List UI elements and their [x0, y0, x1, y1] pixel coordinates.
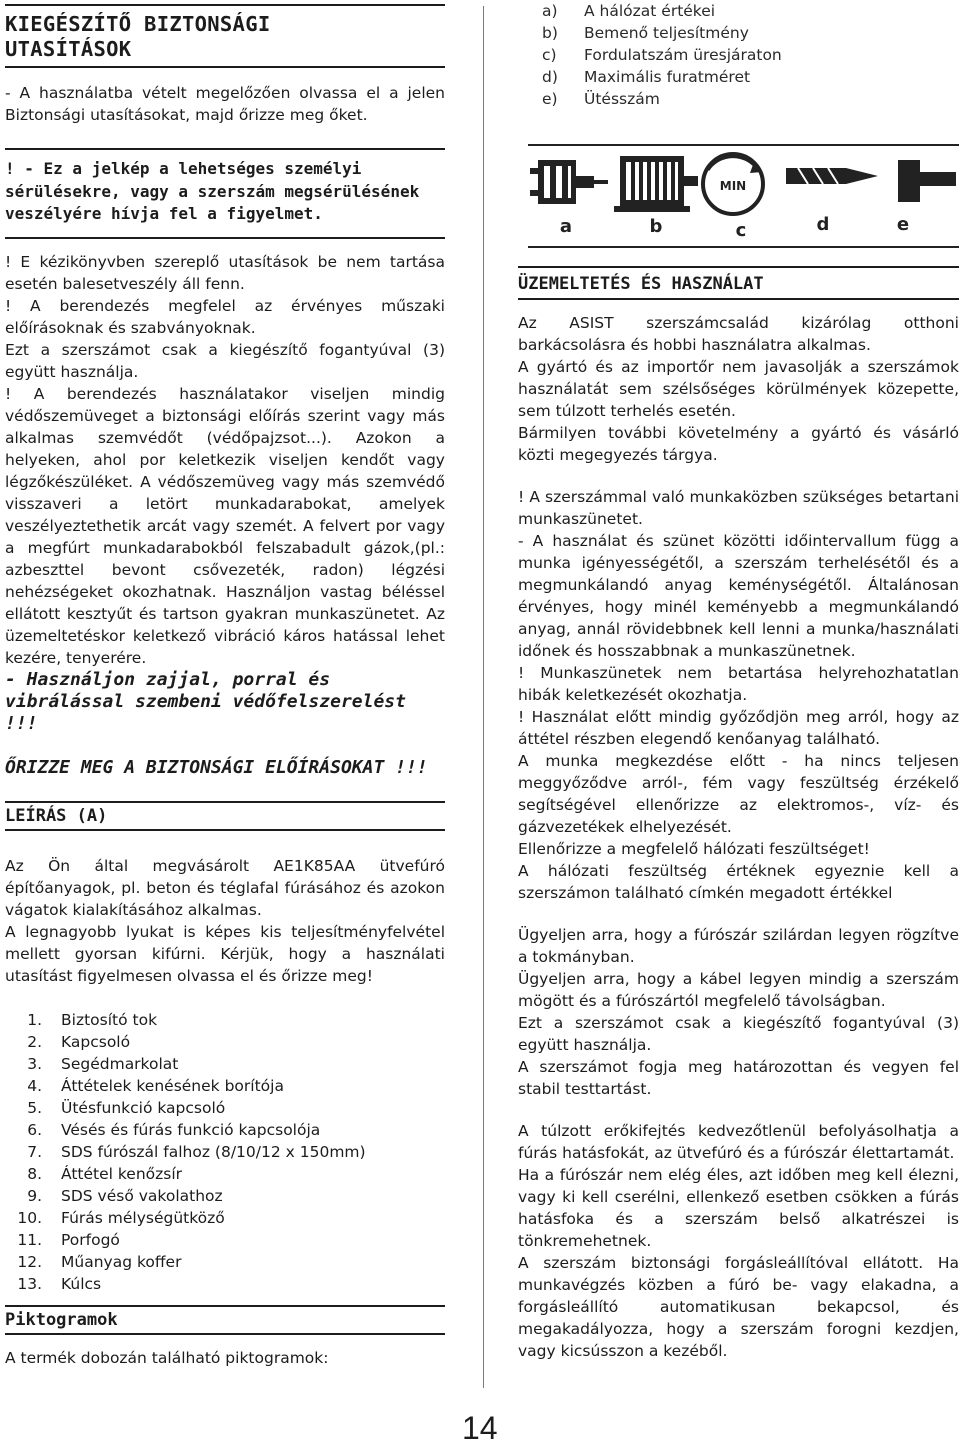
right-column	[518, 0, 959, 110]
operation-paragraph: Az ASIST szerszámcsalád kizárólag otthoni barkácsolásra és hobbi használatra alkalmas.	[518, 314, 959, 354]
operation-paragraph: Ügyeljen arra, hogy a kábel legyen mindig a szerszám mögött és a fúrószártól megfelelő távolságban.	[518, 970, 959, 1010]
operation-paragraph: A munka megkezdése előtt - ha nincs teljesen meggyőződve arról-, fém vagy feszültség érzékelő segítségével ellenőrizze az elektromos-, víz- és gázvezetékek elhelyezését.	[518, 752, 959, 836]
picto-letter-a: a	[559, 216, 573, 237]
rpm-dial-icon	[703, 154, 763, 214]
picto-letter-c: c	[735, 220, 747, 241]
protective-gear-warning: - Használjon zajjal, porral és vibrálással szembeni védőfelszerelést !!!	[5, 668, 406, 734]
list-item: 11. Porfogó	[17, 1230, 120, 1249]
description-text: Az Ön által megvásárolt AE1K85AA ütvefúró építőanyagok, pl. beton és téglafal fúrásához és azokon vágatok kialakításához alkalmas.	[5, 856, 445, 919]
operation-paragraph: A hálózati feszültség értéknek egyeznie kell a szerszámon található címkén megadott értékkel	[518, 862, 959, 902]
picto-letter-b: b	[649, 216, 663, 237]
pictogram-legend	[518, 0, 959, 110]
list-item: 12. Műanyag koffer	[17, 1252, 182, 1271]
list-item: e) Ütésszám	[542, 90, 660, 108]
list-item: b) Bemenő teljesítmény	[542, 24, 749, 42]
pictograms-title: Piktogramok	[5, 1309, 118, 1330]
safety-title-box	[5, 4, 445, 68]
picto-letter-e: e	[896, 214, 910, 235]
safety-paragraph: ! E kézikönyvben szereplő utasítások be nem tartása esetén balesetveszély áll fenn.	[5, 252, 445, 293]
operation-paragraph: ! A szerszámmal való munkaközben szükséges betartani munkaszünetet.	[518, 488, 959, 528]
picto-min-label: MIN	[719, 179, 747, 193]
safety-paragraph: ! A berendezés megfelel az érvényes műszaki előírásoknak és szabványoknak.	[5, 296, 445, 337]
list-item: 9. SDS véső vakolathoz	[27, 1186, 223, 1205]
plug-icon	[530, 160, 608, 204]
operation-paragraph: A gyártó és az importőr nem javasolják a szerszámok használatát sem szélsőséges körülmények közepette, sem túlzott terhelés esetén.	[518, 358, 959, 420]
motor-icon	[614, 156, 698, 212]
description-title: LEÍRÁS (A)	[5, 805, 108, 826]
operation-paragraph: Ellenőrizze a megfelelő hálózati feszültséget!	[518, 840, 870, 858]
operation-paragraph: A szerszám biztonsági forgásleállítóval ellátott. Ha munkavégzés közben a fúró be- vagy elakadna, a forgásleállító automatikusan bekapcsol, és megakadályozza, hogy a szerszám forogni kezdjen, vagy kicsússzon a kezéből.	[518, 1254, 959, 1360]
list-item: 6. Vésés és fúrás funkció kapcsolója	[27, 1120, 321, 1139]
list-item: 1. Biztosító tok	[27, 1010, 158, 1029]
operation-paragraph: Bármilyen további követelmény a gyártó és vásárló közti megegyezés tárgya.	[518, 424, 959, 464]
list-item: a) A hálózat értékei	[542, 2, 716, 20]
parts-list	[5, 1009, 445, 1295]
safety-intro: - A használatba vételt megelőzően olvassa el a jelen Biztonsági utasításokat, majd őrizze meg őket.	[5, 84, 445, 124]
list-item: 5. Ütésfunkció kapcsoló	[27, 1098, 226, 1117]
drill-bit-icon	[786, 168, 878, 184]
operation-paragraph: Ügyeljen arra, hogy a fúrószár szilárdan legyen rögzítve a tokmányban.	[518, 926, 959, 966]
pictogram-strip	[528, 144, 959, 248]
operation-paragraph: ! Használat előtt mindig győződjön meg arról, hogy az áttétel részben elegendő kenőanyag található.	[518, 708, 959, 748]
list-item: 10. Fúrás mélységütköző	[17, 1208, 225, 1227]
operation-paragraph: - A használat és szünet közötti időintervallum függ a munka igényességétől, a szerszám terhelésétől és a megmunkálandó anyag keménységétől. Általánosan érvényes, hogy minél keményebb a megmunkálandó anyag, annál rövidebbnek kell lenni a munka/használati időnek és hosszabbnak a munkaszünetnek.	[518, 532, 959, 660]
description-title-box	[5, 801, 445, 831]
left-column	[5, 0, 445, 1369]
pictogram-figure	[528, 146, 959, 242]
list-item: c) Fordulatszám üresjáraton	[542, 46, 782, 64]
safety-paragraph: ! A berendezés használatakor viseljen mindig védőszemüveget a biztonsági előírás szerint vagy más alkalmas szemvédőt (védőpajzsot...). Azokon a helyeken, ahol por keletkezik viseljen kendőt vagy légzőkészüléket. A védőszemüveg vagy más szemvédő visszaveri a letört munkadarabokat, amelyek veszélyeztethetik arcát vagy szemét. A felvert por vagy a megfúrt munkadarabokból felszabadult gázok,(pl.: azbeszttel bevont csővezeték, radon) légzési nehézségeket okozhatnak. Használjon vastag béléssel ellátott kesztyűt és tartson gyakran munkaszünetet. Az üzemeltetéskor keletkező vibráció káros hatással lehet kezére, tenyerére.	[5, 384, 445, 667]
operation-paragraph: A túlzott erőkifejtés kedvezőtlenül befolyásolhatja a fúrás hatásfokát, az ütvefúró és a fúrószár élettartamát.	[518, 1122, 959, 1162]
list-item: 8. Áttétel kenőzsír	[27, 1164, 183, 1183]
column-divider	[483, 6, 484, 1388]
operation-title-box	[518, 266, 959, 300]
warning-symbol-note: ! - Ez a jelkép a lehetséges személyi sérülésekre, vagy a szerszám megsérülésének veszélyére hívja fel a figyelmet.	[5, 159, 420, 223]
page-number: 14	[462, 1410, 498, 1446]
pictograms-text: A termék dobozán található piktogramok:	[5, 1348, 329, 1367]
picto-letter-d: d	[816, 214, 830, 235]
operation-section	[518, 266, 959, 1362]
operation-title: ÜZEMELTETÉS ÉS HASZNÁLAT	[518, 274, 764, 294]
list-item: 2. Kapcsoló	[27, 1032, 131, 1051]
operation-paragraph: A szerszámot fogja meg határozottan és vegyen fel stabil testtartást.	[518, 1058, 959, 1098]
list-item: d) Maximális furatméret	[542, 68, 751, 86]
list-item: 7. SDS fúrószál falhoz (8/10/12 x 150mm)	[27, 1142, 366, 1161]
safety-title: KIEGÉSZÍTŐ BIZTONSÁGI UTASÍTÁSOK	[5, 12, 271, 61]
operation-paragraph: ! Munkaszünetek nem betartása helyrehozhatatlan hibák keletkezését okozhatja.	[518, 664, 959, 704]
safety-paragraph: Ezt a szerszámot csak a kiegészítő fogantyúval (3) együtt használja.	[5, 340, 445, 381]
hammer-icon	[898, 160, 956, 202]
list-item: 4. Áttételek kenésének borítója	[27, 1076, 284, 1095]
description-text-2: A legnagyobb lyukat is képes kis teljesítményfelvétel mellett gyorsan kifúrni. Kérjük, hogy a használati utasítást figyelmesen olvassa el és őrizze meg!	[5, 922, 445, 985]
list-item: 13. Kúlcs	[17, 1274, 102, 1293]
list-item: 3. Segédmarkolat	[27, 1054, 179, 1073]
keep-rules-warning: ŐRIZZE MEG A BIZTONSÁGI ELŐÍRÁSOKAT !!!	[5, 756, 428, 778]
operation-paragraph: Ha a fúrószár nem elég éles, azt időben meg kell élezni, vagy ki kell cserélni, ellenkező esetben csökken a fúrás hatásfoka és a szerszám belső alkatrészei is tönkremehetnek.	[518, 1166, 959, 1250]
pictograms-title-box	[5, 1305, 445, 1335]
operation-paragraph: Ezt a szerszámot csak a kiegészítő fogantyúval (3) együtt használja.	[518, 1014, 959, 1054]
